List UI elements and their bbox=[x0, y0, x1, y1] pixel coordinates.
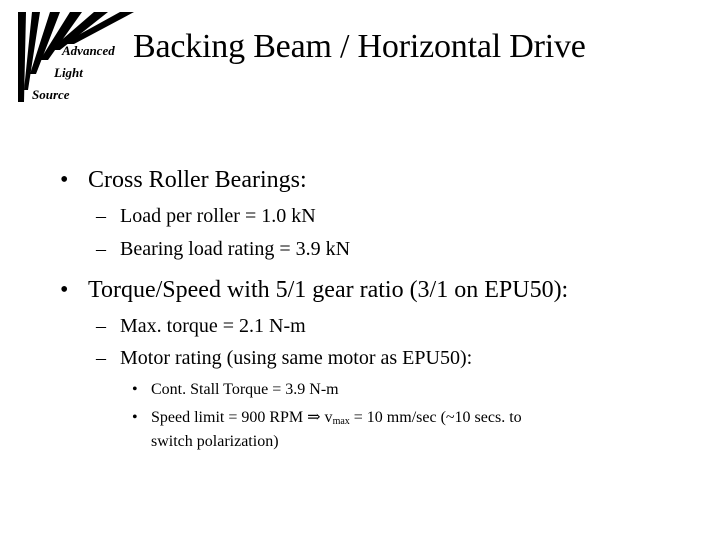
logo-text-source: Source bbox=[32, 87, 70, 102]
logo-text-light: Light bbox=[54, 65, 83, 80]
subitem-text: Motor rating (using same motor as EPU50): bbox=[120, 347, 473, 369]
detail-subscript: max bbox=[332, 416, 350, 427]
als-logo bbox=[14, 8, 140, 108]
dash-marker: – bbox=[96, 315, 106, 337]
detail-text-after: = 10 mm/sec (~10 secs. to bbox=[349, 409, 522, 426]
detail-text bbox=[151, 407, 522, 433]
subitem-text: Bearing load rating = 3.9 kN bbox=[120, 238, 351, 260]
dash-marker: – bbox=[96, 205, 106, 227]
dash-marker: – bbox=[96, 347, 106, 369]
subitem-text: Load per roller = 1.0 kN bbox=[120, 205, 316, 227]
slide-title: Backing Beam / Horizontal Drive bbox=[133, 28, 586, 65]
logo-text-advanced: Advanced bbox=[62, 43, 115, 58]
detail-text: Cont. Stall Torque = 3.9 N-m bbox=[151, 381, 339, 398]
detail-marker: • bbox=[132, 409, 138, 426]
bullet-text: Cross Roller Bearings: bbox=[88, 167, 307, 193]
bullet-marker: • bbox=[60, 277, 69, 303]
subitem-text: Max. torque = 2.1 N-m bbox=[120, 315, 306, 337]
detail-continuation-text: switch polarization) bbox=[151, 433, 279, 450]
bullet-text: Torque/Speed with 5/1 gear ratio (3/1 on EPU50): bbox=[88, 277, 569, 303]
detail-marker: • bbox=[132, 381, 138, 398]
detail-text-before: Speed limit = 900 RPM ⇒ v bbox=[151, 409, 333, 426]
dash-marker: – bbox=[96, 238, 106, 260]
bullet-marker: • bbox=[60, 167, 69, 193]
